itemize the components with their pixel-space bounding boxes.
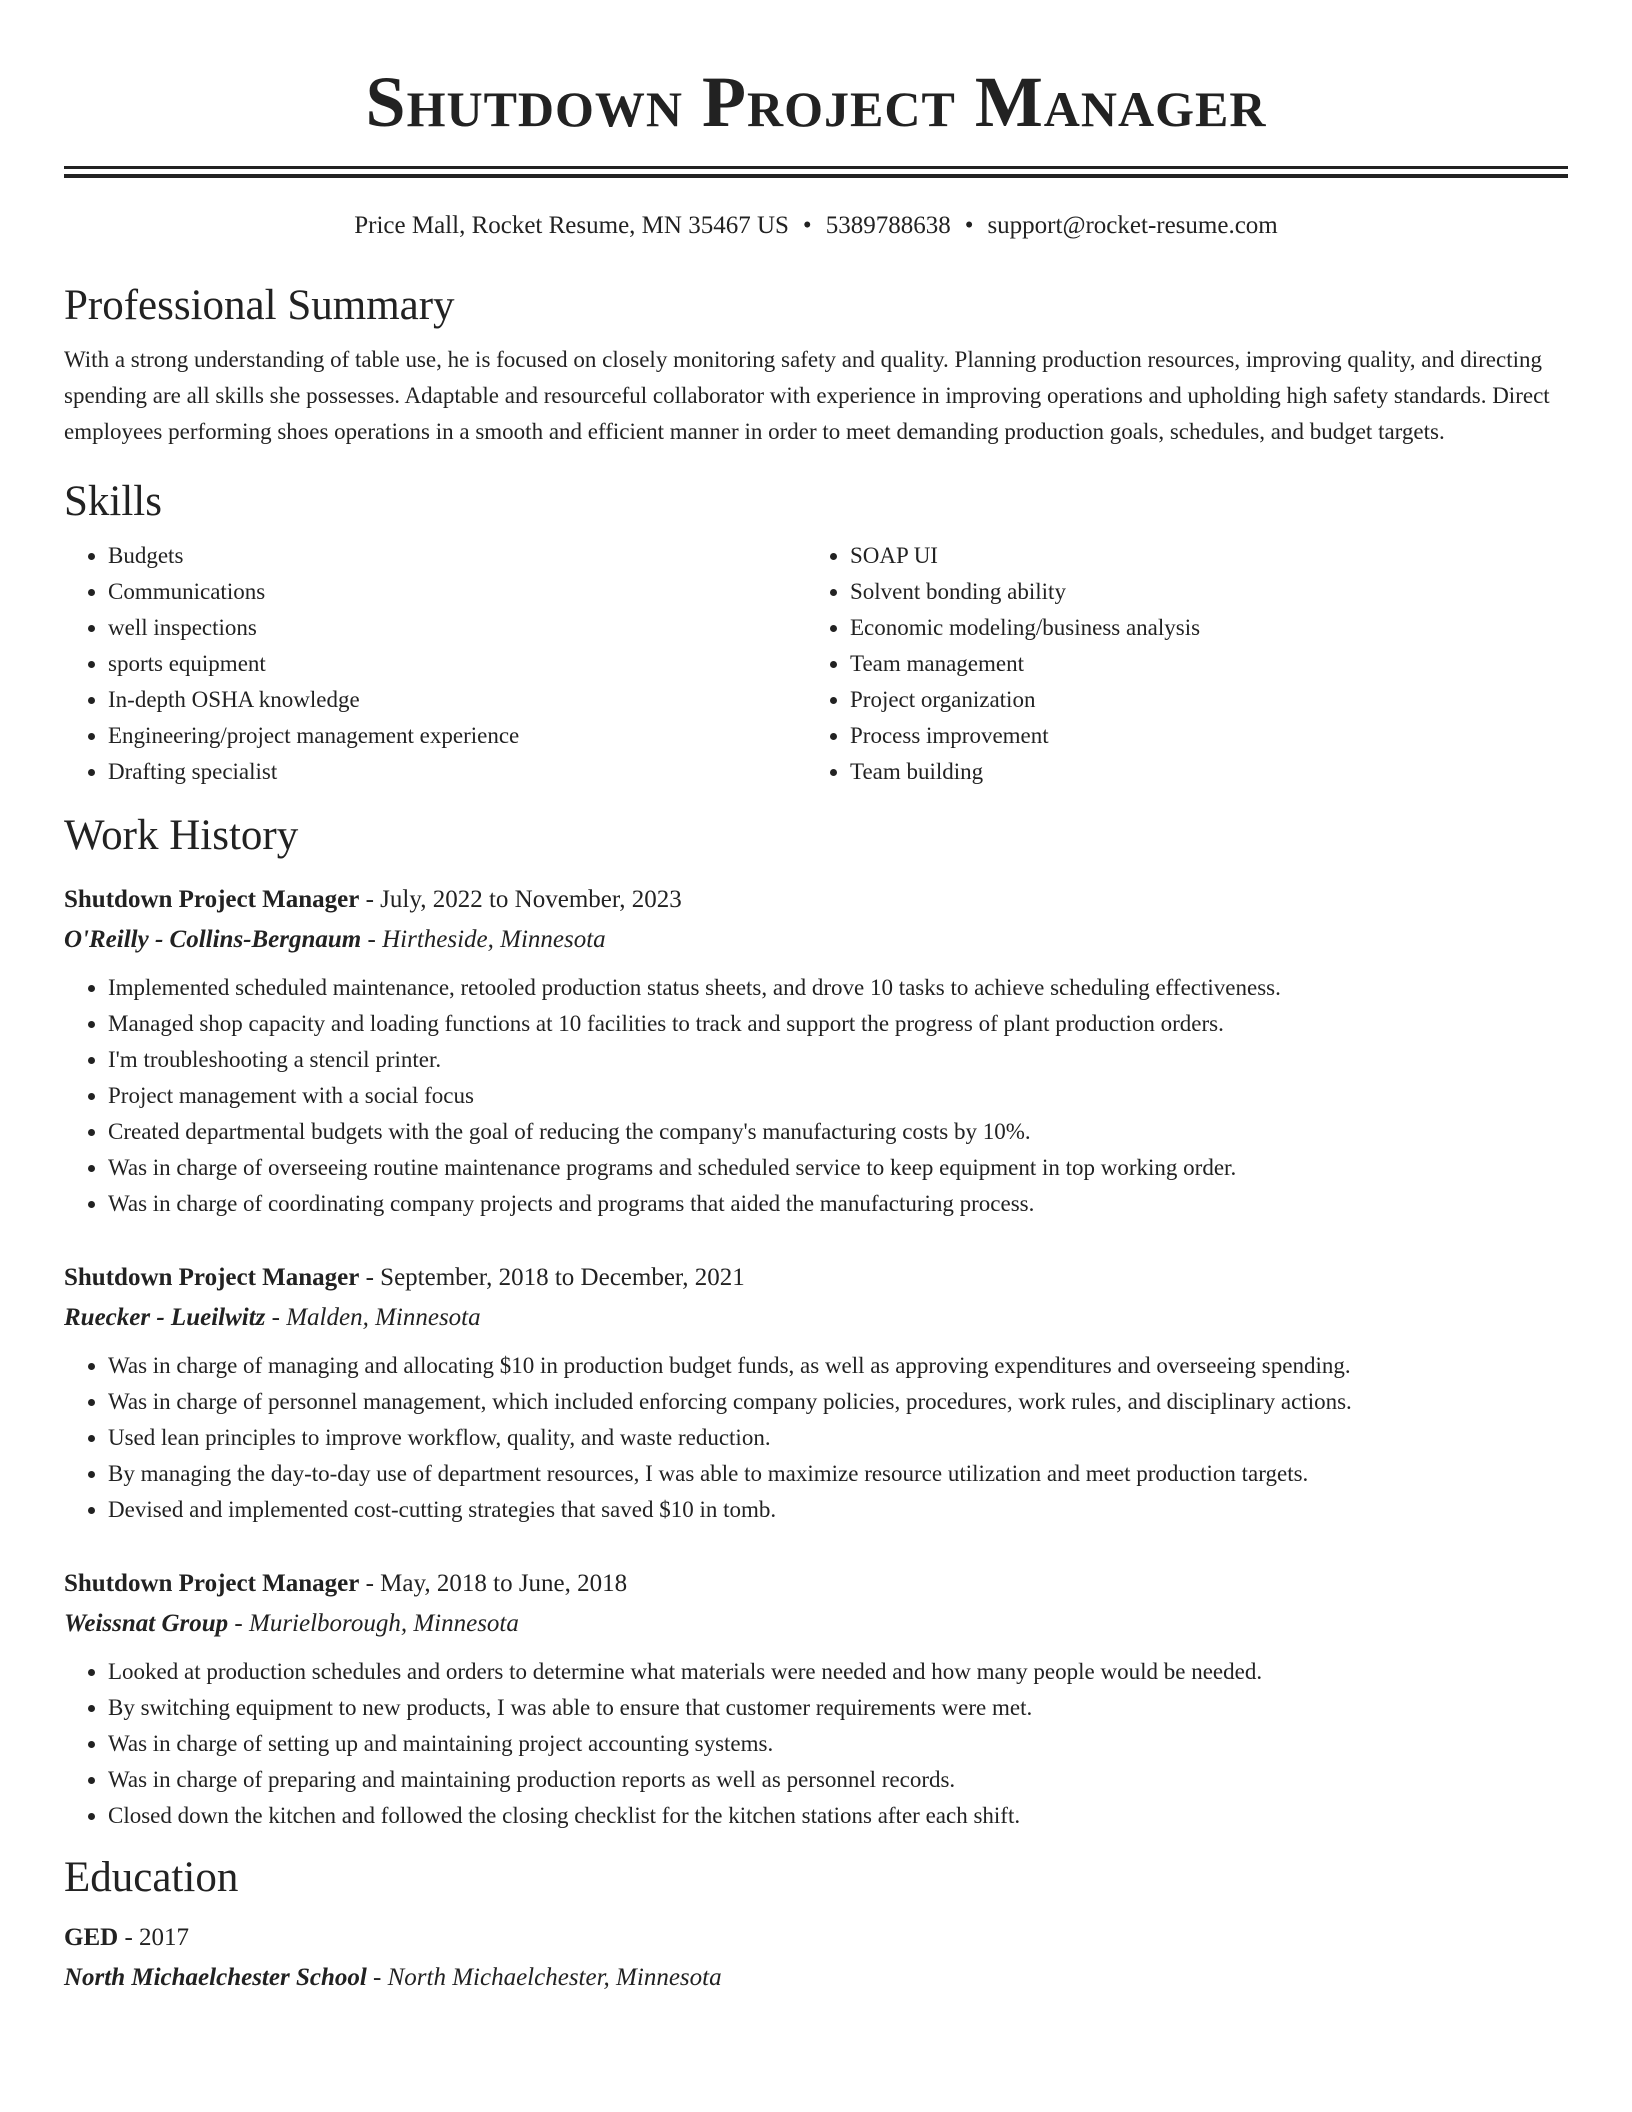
- job-header: [64, 1258, 1568, 1298]
- job-company: O'Reilly - Collins-Bergnaum: [64, 926, 362, 953]
- education-heading: Education: [64, 1854, 239, 1901]
- job-company: Ruecker - Lueilwitz: [64, 1304, 266, 1331]
- job-duty: • Devised and implemented cost-cutting strategies that saved $10 in tomb.: [108, 1492, 1568, 1528]
- job-entry: [64, 1564, 1568, 1834]
- candidate-name: Shutdown Project Manager: [365, 62, 1267, 142]
- contact-phone: 5389788638: [825, 212, 951, 239]
- job-duty: • Was in charge of coordinating company projects and programs that aided the manufacturing process.: [108, 1186, 1568, 1222]
- job-location: - Hirtheside, Minnesota: [361, 926, 606, 953]
- job-company: Weissnat Group: [64, 1610, 229, 1637]
- education-year: - 2017: [118, 1924, 190, 1951]
- summary-text: With a strong understanding of table use, he is focused on closely monitoring safety and quality. Planning production resources, improving quality, and directing spending are all skills she possesses. Adaptable and resourceful collaborator with experience in improving operations and upholding high safety standards. Direct employees performing shoes operations in a smooth and efficient manner in order to meet demanding production goals, schedules, and budget targets.: [64, 347, 1550, 444]
- skills-column-left: [64, 538, 806, 790]
- job-title: Shutdown Project Manager: [64, 1570, 360, 1597]
- job-duty: • Used lean principles to improve workflow, quality, and waste reduction.: [108, 1420, 1568, 1456]
- job-title: Shutdown Project Manager: [64, 886, 360, 913]
- job-employer: [64, 1604, 1568, 1644]
- job-duties: [64, 1654, 1568, 1834]
- job-dates: - July, 2022 to November, 2023: [359, 886, 682, 913]
- skill-item: • sports equipment: [108, 646, 806, 682]
- contact-separator: •: [964, 212, 974, 239]
- skills-list: [64, 538, 1568, 790]
- education-entry: [64, 1918, 1568, 1998]
- education-school-line: [64, 1958, 1568, 1998]
- job-title: Shutdown Project Manager: [64, 1264, 360, 1291]
- job-dates: - September, 2018 to December, 2021: [359, 1264, 745, 1291]
- skill-item: • Communications: [108, 574, 806, 610]
- skill-item: • Economic modeling/business analysis: [850, 610, 1548, 646]
- skill-item: • Solvent bonding ability: [850, 574, 1548, 610]
- job-duty: • Closed down the kitchen and followed the closing checklist for the kitchen stations after each shift.: [108, 1798, 1568, 1834]
- skill-item: • Budgets: [108, 538, 806, 574]
- job-header: [64, 1564, 1568, 1604]
- contact-address: Price Mall, Rocket Resume, MN 35467 US: [354, 212, 789, 239]
- job-duty: • Was in charge of preparing and maintaining production reports as well as personnel records.: [108, 1762, 1568, 1798]
- skill-item: • Project organization: [850, 682, 1548, 718]
- skill-item: • Engineering/project management experience: [108, 718, 806, 754]
- contact-separator: •: [802, 212, 812, 239]
- education-degree-line: [64, 1918, 1568, 1958]
- job-duties: [64, 970, 1568, 1222]
- contact-line: [64, 210, 1568, 242]
- job-duty: • Was in charge of managing and allocating $10 in production budget funds, as well as approving expenditures and overseeing spending.: [108, 1348, 1568, 1384]
- job-header: [64, 880, 1568, 920]
- skill-item: • Process improvement: [850, 718, 1548, 754]
- skill-item: • Team building: [850, 754, 1548, 790]
- job-duty: • Looked at production schedules and orders to determine what materials were needed and how many people would be needed.: [108, 1654, 1568, 1690]
- job-duty: • Managed shop capacity and loading functions at 10 facilities to track and support the progress of plant production orders.: [108, 1006, 1568, 1042]
- education-school: North Michaelchester School: [64, 1964, 367, 1991]
- job-duties: [64, 1348, 1568, 1528]
- job-duty: • Created departmental budgets with the goal of reducing the company's manufacturing costs by 10%.: [108, 1114, 1568, 1150]
- contact-email: support@rocket-resume.com: [987, 212, 1278, 239]
- job-duty: • I'm troubleshooting a stencil printer.: [108, 1042, 1568, 1078]
- skill-item: • SOAP UI: [850, 538, 1548, 574]
- job-dates: - May, 2018 to June, 2018: [359, 1570, 628, 1597]
- header-divider-bottom: [64, 174, 1568, 178]
- resume-page: [64, 0, 1568, 1998]
- job-duty: • Was in charge of personnel management, which included enforcing company policies, procedures, work rules, and disciplinary actions.: [108, 1384, 1568, 1420]
- summary-heading: Professional Summary: [64, 282, 455, 329]
- job-duty: • Implemented scheduled maintenance, retooled production status sheets, and drove 10 tasks to achieve scheduling effectiveness.: [108, 970, 1568, 1006]
- skill-item: • Drafting specialist: [108, 754, 806, 790]
- job-employer: [64, 920, 1568, 960]
- education-degree: GED: [64, 1924, 119, 1951]
- header-divider-top: [64, 166, 1568, 169]
- job-location: - Murielborough, Minnesota: [228, 1610, 519, 1637]
- job-employer: [64, 1298, 1568, 1338]
- job-entry: [64, 880, 1568, 1222]
- skill-item: • well inspections: [108, 610, 806, 646]
- skill-item: • Team management: [850, 646, 1548, 682]
- job-duty: • By switching equipment to new products, I was able to ensure that customer requirements were met.: [108, 1690, 1568, 1726]
- job-location: - Malden, Minnesota: [265, 1304, 481, 1331]
- education-location: - North Michaelchester, Minnesota: [366, 1964, 722, 1991]
- job-duty: • By managing the day-to-day use of department resources, I was able to maximize resource utilization and meet production targets.: [108, 1456, 1568, 1492]
- job-duty: • Was in charge of overseeing routine maintenance programs and scheduled service to keep equipment in top working order.: [108, 1150, 1568, 1186]
- skills-column-right: [806, 538, 1548, 790]
- skills-heading: Skills: [64, 478, 162, 525]
- job-duty: • Was in charge of setting up and maintaining project accounting systems.: [108, 1726, 1568, 1762]
- job-entry: [64, 1258, 1568, 1528]
- job-duty: • Project management with a social focus: [108, 1078, 1568, 1114]
- skill-item: • In-depth OSHA knowledge: [108, 682, 806, 718]
- work-history-heading: Work History: [64, 812, 299, 859]
